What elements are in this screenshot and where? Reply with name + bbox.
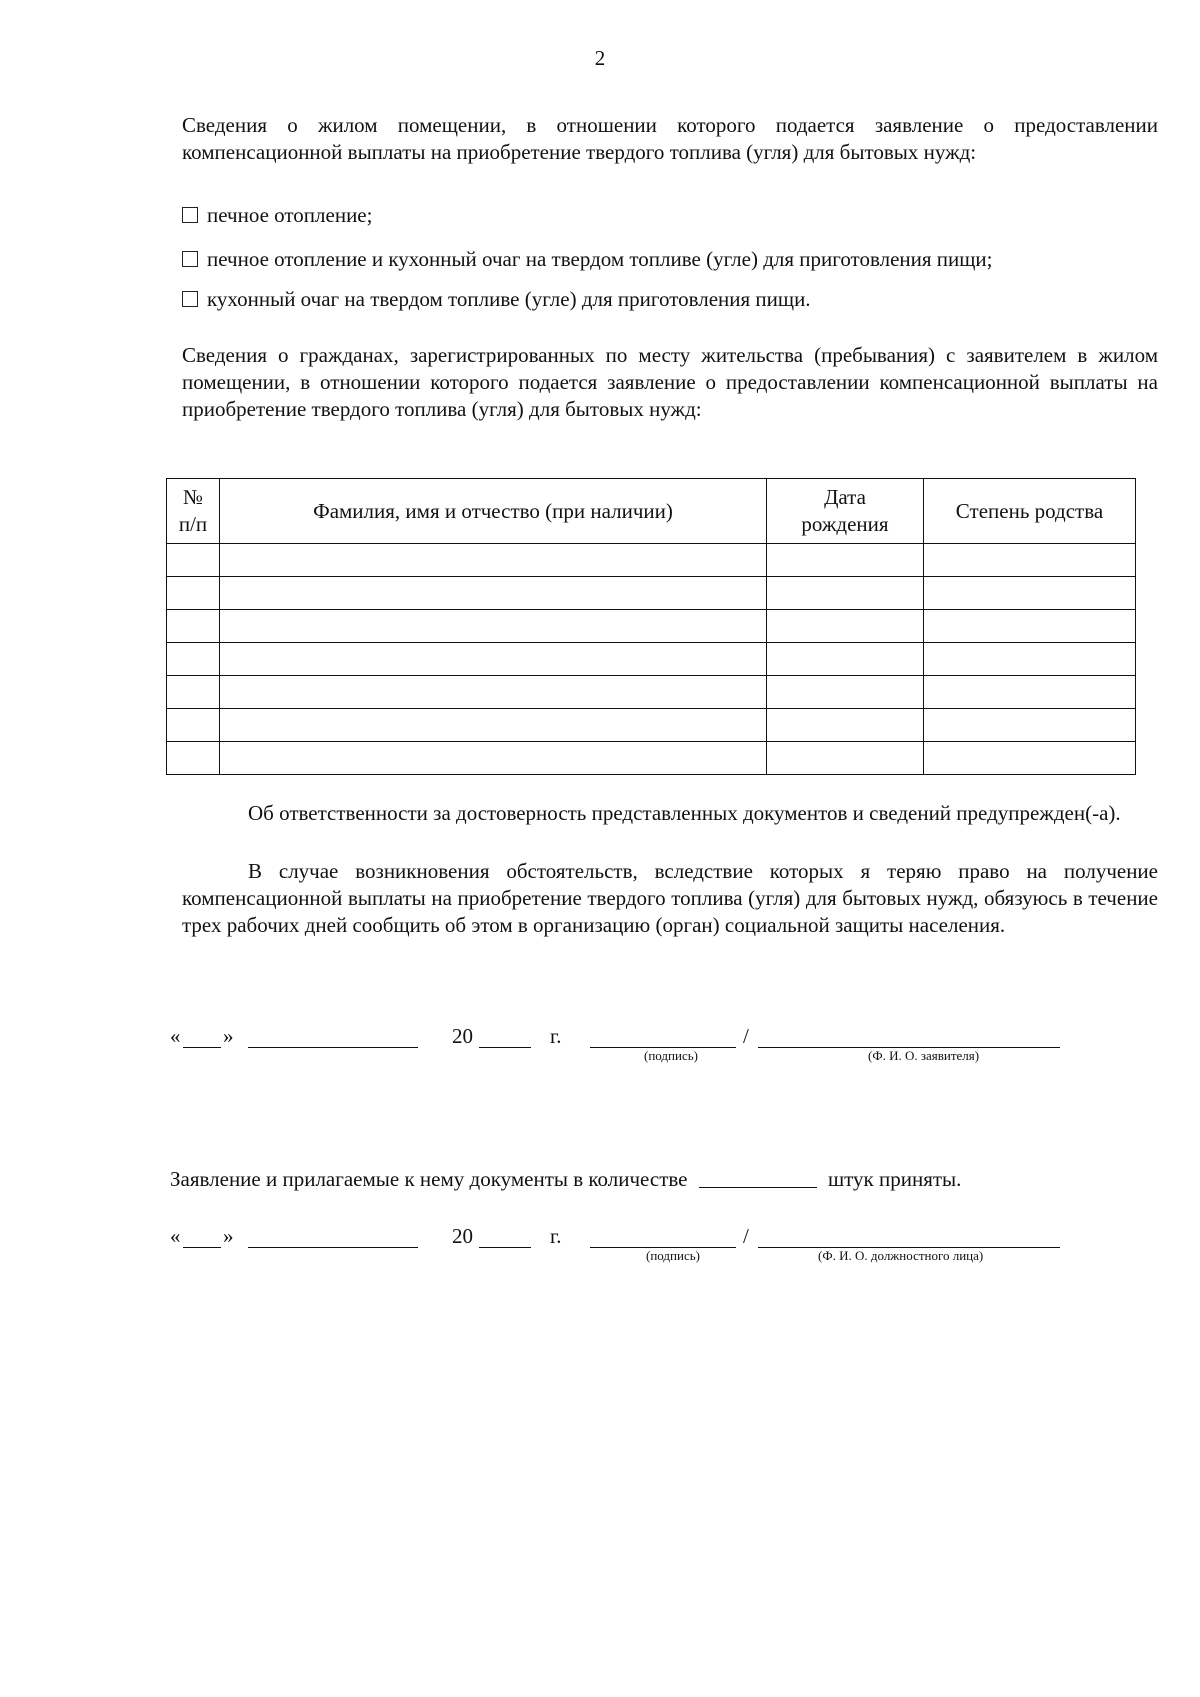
checkbox-kitchen-hearth[interactable]: [182, 291, 198, 307]
month-field[interactable]: [248, 1047, 418, 1048]
cell-relationship[interactable]: [924, 544, 1136, 577]
cell-birth-date[interactable]: [767, 577, 924, 610]
document-count-field[interactable]: [699, 1169, 817, 1188]
month-field[interactable]: [248, 1247, 418, 1248]
open-quote: «: [170, 1224, 181, 1248]
table-row: [167, 610, 1136, 643]
name-caption: (Ф. И. О. должностного лица): [818, 1248, 984, 1263]
year-suffix: г.: [550, 1224, 562, 1248]
cell-number[interactable]: [167, 544, 220, 577]
heating-option-label: кухонный очаг на твердом топливе (угле) для приготовления пищи.: [207, 287, 811, 311]
table-row: [167, 577, 1136, 610]
cell-number[interactable]: [167, 643, 220, 676]
header-relationship: Степень родства: [924, 479, 1136, 544]
cell-relationship[interactable]: [924, 643, 1136, 676]
day-field[interactable]: [183, 1047, 221, 1048]
day-field[interactable]: [183, 1247, 221, 1248]
housing-info-intro: Сведения о жилом помещении, в отношении которого подается заявление о предоставлении компенсационной выплаты на приобретение твердого топлива (угля) для бытовых нужд:: [182, 113, 1158, 164]
cell-number[interactable]: [167, 709, 220, 742]
heating-option-stove-and-hearth: [182, 246, 993, 273]
name-caption: (Ф. И. О. заявителя): [868, 1048, 980, 1063]
signature-caption: (подпись): [646, 1248, 700, 1263]
year-prefix: 20: [452, 1224, 473, 1248]
applicant-signature-row: [170, 1024, 1070, 1064]
cell-full-name[interactable]: [220, 709, 767, 742]
year-prefix: 20: [452, 1024, 473, 1048]
checkbox-stove-and-hearth[interactable]: [182, 251, 198, 267]
cell-relationship[interactable]: [924, 742, 1136, 775]
obligation-text: В случае возникновения обстоятельств, вследствие которых я теряю право на получение компенсационной выплаты на приобретение твердого топлива (угля) для бытовых нужд, обязуюсь в течение трех рабочих дней сообщить об этом в организацию (орган) социальной защиты населения.: [182, 859, 1158, 937]
residents-table: [166, 478, 1136, 775]
heating-option-label: печное отопление;: [207, 203, 373, 227]
cell-full-name[interactable]: [220, 676, 767, 709]
header-birth-date: Дата рождения: [767, 479, 924, 544]
close-quote: »: [223, 1224, 234, 1248]
residents-intro: Сведения о гражданах, зарегистрированных по месту жительства (пребывания) с заявителем в жилом помещении, в отношении которого подается заявление о предоставлении компенсационной выплаты на приобретение твердого топлива (угля) для бытовых нужд:: [182, 343, 1158, 421]
cell-full-name[interactable]: [220, 610, 767, 643]
open-quote: «: [170, 1024, 181, 1048]
signature-caption: (подпись): [644, 1048, 698, 1063]
cell-birth-date[interactable]: [767, 643, 924, 676]
cell-relationship[interactable]: [924, 610, 1136, 643]
heating-option-stove: [182, 202, 372, 229]
year-field[interactable]: [479, 1247, 531, 1248]
table-row: [167, 676, 1136, 709]
cell-number[interactable]: [167, 610, 220, 643]
table-row: [167, 742, 1136, 775]
cell-birth-date[interactable]: [767, 610, 924, 643]
page-number: 2: [594, 46, 606, 70]
table-header-row: [167, 479, 1136, 544]
table-row: [167, 643, 1136, 676]
official-signature-row: [170, 1224, 1070, 1264]
cell-full-name[interactable]: [220, 643, 767, 676]
acceptance-line: [170, 1167, 961, 1192]
year-suffix: г.: [550, 1024, 562, 1048]
cell-number[interactable]: [167, 676, 220, 709]
cell-relationship[interactable]: [924, 709, 1136, 742]
cell-full-name[interactable]: [220, 544, 767, 577]
table-row: [167, 544, 1136, 577]
cell-relationship[interactable]: [924, 577, 1136, 610]
acceptance-text-after: штук приняты.: [827, 1167, 962, 1191]
cell-number[interactable]: [167, 742, 220, 775]
header-full-name: Фамилия, имя и отчество (при наличии): [220, 479, 767, 544]
cell-number[interactable]: [167, 577, 220, 610]
cell-birth-date[interactable]: [767, 742, 924, 775]
heating-option-label: печное отопление и кухонный очаг на твердом топливе (угле) для приготовления пищи;: [207, 247, 993, 271]
cell-full-name[interactable]: [220, 577, 767, 610]
slash: /: [743, 1024, 749, 1048]
cell-birth-date[interactable]: [767, 544, 924, 577]
acceptance-text-before: Заявление и прилагаемые к нему документы в количестве: [170, 1167, 688, 1191]
cell-birth-date[interactable]: [767, 709, 924, 742]
cell-birth-date[interactable]: [767, 676, 924, 709]
year-field[interactable]: [479, 1047, 531, 1048]
responsibility-text: Об ответственности за достоверность представленных документов и сведений предупрежден(-а).: [248, 801, 1121, 825]
slash: /: [743, 1224, 749, 1248]
table-row: [167, 709, 1136, 742]
cell-full-name[interactable]: [220, 742, 767, 775]
close-quote: »: [223, 1024, 234, 1048]
heating-option-hearth: [182, 286, 811, 313]
cell-relationship[interactable]: [924, 676, 1136, 709]
header-number: № п/п: [167, 479, 220, 544]
checkbox-stove-heating[interactable]: [182, 207, 198, 223]
